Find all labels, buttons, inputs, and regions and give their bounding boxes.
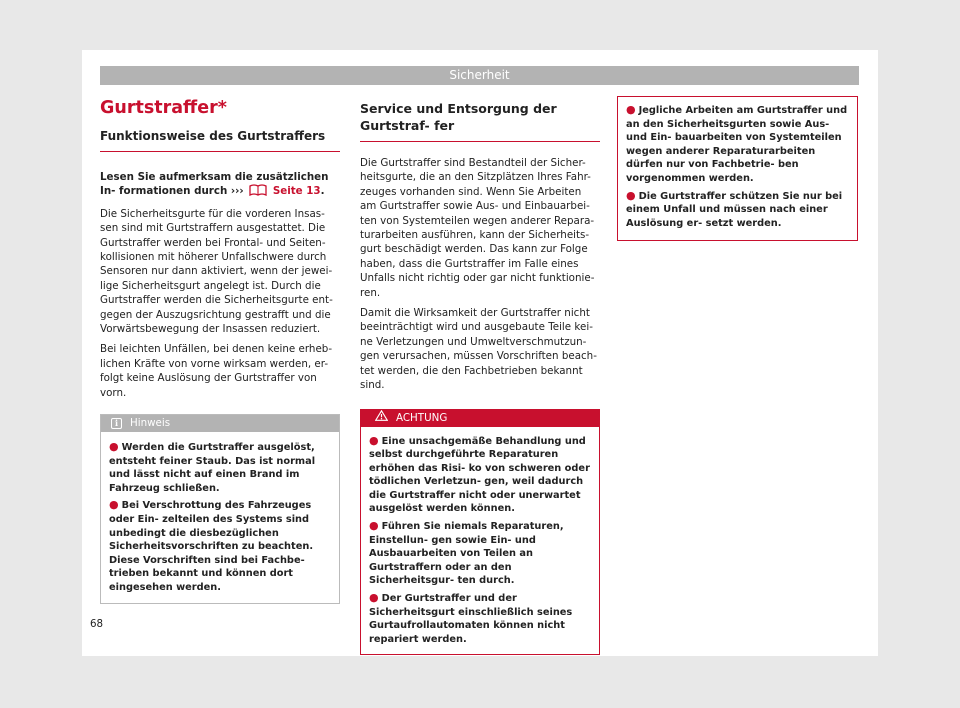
bullet-icon: ● (626, 103, 636, 116)
list-item: ● Bei Verschrottung des Fahrzeuges oder Ein- zelteilen des Systems sind unbedingt die diesbezüglichen Sicherheitsvorschriften zu beachten. Diese Vorschriften sind bei Fachbe- trieben bekannt und können dort eingesehen werden. (109, 498, 314, 594)
bullet-icon: ● (626, 188, 636, 202)
section-subtitle: Funktionsweise des Gurtstraffers (100, 129, 340, 152)
bullet-icon: ● (369, 433, 379, 447)
info-icon: i (111, 418, 122, 429)
list-item: ● Werden die Gurtstraffer ausgelöst, entsteht feiner Staub. Das ist normal und lässt nicht auf einen Brand im Fahrzeug schließen. (109, 440, 316, 494)
warning-continuation-body (618, 97, 857, 240)
service-paragraph-2: Damit die Wirksamkeit der Gurtstraffer nicht beeinträchtigt wird und ausgebaute Teile kei- ne Verletzungen und Umweltverschmutzun- gen verursachen, müssen Vorschriften beach- tet werden, die den Fachbetrieben bekannt sind. (360, 307, 597, 392)
column-1 (100, 96, 340, 604)
page-reference-link[interactable]: Seite 13 (272, 185, 321, 198)
lead-paragraph (100, 170, 340, 201)
lead-end: . (320, 185, 325, 198)
warning-continuation-list (626, 103, 849, 230)
body-paragraph-1: Die Sicherheitsgurte für die vorderen Insas- sen sind mit Gurtstraffern ausgestattet. Die Gurtstraffer werden bei Frontal- und Seiten- kollisionen mit höherer Unfallschwere durch Sensoren nur dann aktiviert, wenn der jewei- lige Sicherheitsgurt angelegt ist. Durch die Gurtstraffer werden die Sicherheitsgurte ent- gegen der Auszugsrichtung gestrafft und die Vorwärtsbewegung der Insassen reduziert. (100, 207, 333, 336)
book-icon (249, 184, 267, 200)
note-body (101, 432, 339, 603)
note-box (100, 414, 340, 604)
service-heading: Service und Entsorgung der Gurtstraf- fer (360, 96, 600, 142)
list-item: ● Die Gurtstraffer schützen Sie nur bei einem Unfall und müssen nach einer Auslösung er- setzt werden. (626, 188, 843, 229)
page-number: 68 (90, 618, 104, 630)
list-item: ● Führen Sie niemals Reparaturen, Einstellun- gen sowie Ein- und Ausbauarbeiten von Teilen an Gurtstraffern oder an den Sicherheitsgur- ten durch. (369, 519, 564, 587)
note-list (109, 440, 331, 595)
warning-triangle-icon (375, 410, 388, 427)
column-2 (360, 96, 600, 655)
warning-box (360, 409, 600, 656)
service-paragraph-1: Die Gurtstraffer sind Bestandteil der Sicher- heitsgurte, die an den Sitzplätzen Ihres Fahr- zeuges vorhanden sind. Wenn Sie Arbeiten am Gurtstraffer sowie Aus- und Einbauarbei- ten von Systemteilen wegen anderer Repara- turarbeiten ausführen, kann der Sicherheits- gurt beschädigt werden. Das kann zur Folge haben, dass die Gurtstraffer im Falle eines Unfalls nicht richtig oder gar nicht funktionie- ren. (360, 157, 595, 299)
column-3 (617, 96, 858, 241)
bullet-icon: ● (369, 519, 379, 533)
note-title: Hinweis (130, 417, 171, 430)
warning-continuation-box (617, 96, 858, 241)
page-title: Gurtstraffer* (100, 98, 227, 118)
lead-text: Lesen Sie aufmerksam die zusätzlichen In- formationen durch (100, 171, 329, 198)
list-item: ● Eine unsachgemäße Behandlung und selbst durchgeführte Reparaturen erhöhen das Risi- ko von schweren oder tödlichen Verletzun- gen, weil dadurch die Gurtstraffer nicht oder unerwartet ausgelöst werden können. (369, 433, 590, 515)
warning-list (369, 434, 591, 647)
body-paragraph-2: Bei leichten Unfällen, bei denen keine erheb- lichen Kräfte von vorne wirksam werden, er- folgt keine Auslösung der Gurtstraffer von vorn. (100, 343, 333, 399)
bullet-icon: ● (109, 498, 119, 512)
warning-body (361, 427, 599, 655)
list-item: ● Der Gurtstraffer und der Sicherheitsgurt einschließlich seines Gurtaufrollautomaten können nicht repariert werden. (369, 591, 573, 645)
list-item: ● Jegliche Arbeiten am Gurtstraffer und an den Sicherheitsgurten sowie Aus- und Ein- bauarbeiten von Systemteilen wegen anderer Reparaturarbeiten dürfen nur von Fachbetrie- ben vorgenommen werden. (626, 103, 848, 184)
note-header (101, 415, 339, 432)
bullet-icon: ● (109, 440, 119, 454)
warning-header (361, 410, 599, 427)
warning-title: ACHTUNG (396, 411, 448, 424)
section-header: Sicherheit (100, 66, 859, 85)
bullet-icon: ● (369, 591, 379, 605)
lead-arrow: ››› (230, 185, 244, 198)
